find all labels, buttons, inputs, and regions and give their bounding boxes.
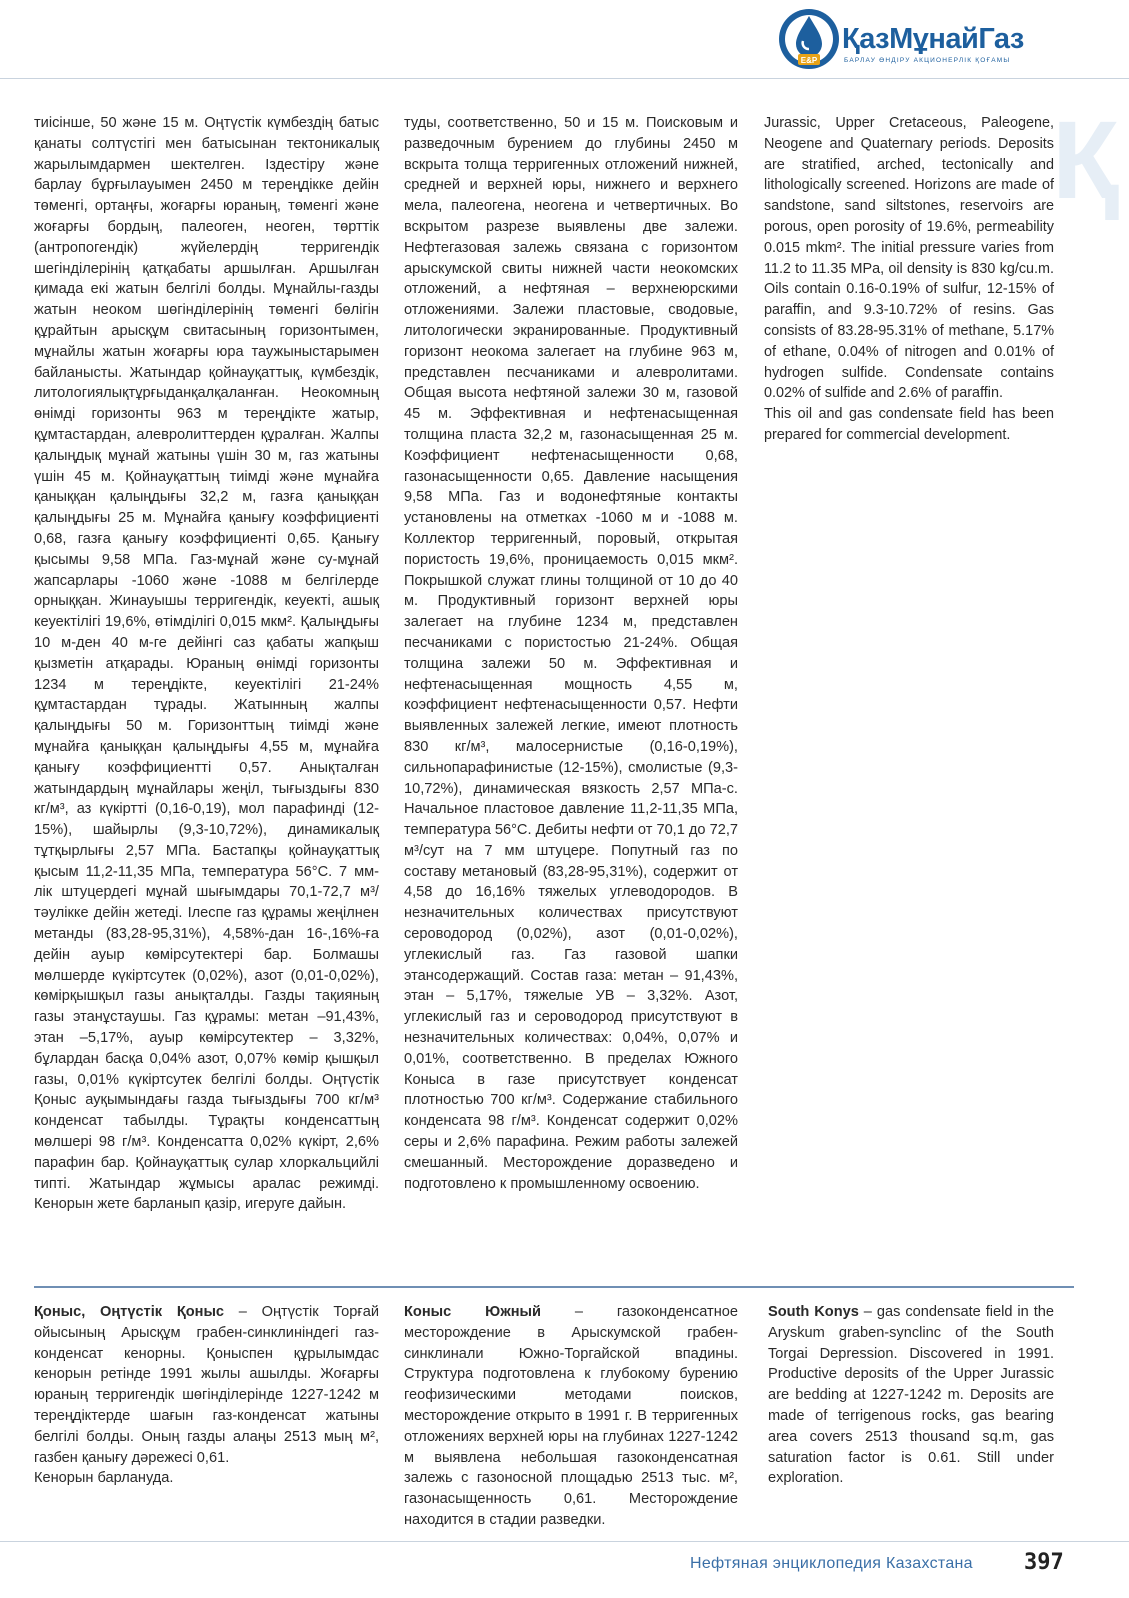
column-russian xyxy=(404,113,738,1194)
company-logo xyxy=(776,6,1076,78)
logo-name: ҚазМұнайГаз xyxy=(842,23,1024,55)
entry-term: Қоныс, Оңтүстік Қоныс xyxy=(34,1304,225,1320)
paragraph-english-2: This oil and gas condensate field has been prepared for commercial development. xyxy=(764,406,1054,443)
logo-badge: E&P xyxy=(800,56,818,65)
section-divider xyxy=(34,1286,1074,1288)
kmg-drop-icon xyxy=(776,6,842,72)
paragraph-russian: туды, соответственно, 50 и 15 м. Поисковым и разведочным бурением до глубины 2450 м вскрыта толща терригенных отложений нижней, средней и верхней юры, нижнего и верхнего мела, палеогена, неогена и четвертичных. Во вскрытом разрезе выявлены две залежи. Нефтегазовая залежь связана с горизонтом арыскумской свиты нижней части неокомских отложений, а нефтяная – верхнеюрскими отложениями. Залежи пластовые, сводовые, литологически экранированные. Продуктивный горизонт неокома залегает на глубине 963 м, представлен песчаниками и алевролитами. Общая высота нефтяной залежи 30 м, газовой 45 м. Эффективная и нефтенасыщенная толщина пласта 32,2 м, газонасыщенная 25 м. Коэффициент нефтенасыщенности 0,68, газонасыщенности 0,65. Давление насыщения 9,58 МПа. Газ и водонефтяные контакты установлены на отметках -1060 м и -1088 м. Коллектор терригенный, поровый, открытая пористость 19,6%, проницаемость 0,015 мкм². Покрышкой служат глины толщиной от 10 до 40 м. Продуктивный горизонт верхней юры залегает на глубине 1234 м, представлен песчаниками с пористостью 21-24%. Общая толщина залежи 50 м. Эффективная и нефтенасыщенная мощность 4,55 м, коэффициент нефтенасыщенности 0,57. Нефти выявленных залежей легкие, имеют плотность 830 кг/м³, малосернистые (0,16-0,19%), сильнопарафинистые (12-15%), смолистые (9,3-10,72%), динамическая вязкость 2,57 МПа-с. Начальное пластовое давление 11,2-11,35 МПа, температура 56°С. Дебиты нефти от 70,1 до 72,7 м³/сут на 7 мм штуцере. Попутный газ по составу метановый (83,28-95,31%), содержит от 4,58 до 16,16% тяжелых углеводородов. В незначительных количествах присутствуют сероводород (0,02%), азот (0,01-0,02%), углекислый газ. Газ газовой шапки этансодержащий. Состав газа: метан – 91,43%, этан – 5,17%, тяжелые УВ – 3,32%. Азот, углекислый газ и сероводород присутствуют в незначительных количествах: 0,04%, 0,07% и 0,01%, соответственно. В пределах Южного Коныса в газе присутствует конденсат плотностью 700 кг/м³. Содержание стабильного конденсата 98 г/м³. Конденсат содержит 0,02% серы и 2,6% парафина. Режим работы залежей смешанный. Месторождение доразведено и подготовлено к промышленному освоению. xyxy=(404,115,738,1192)
column-kazakh xyxy=(34,113,379,1215)
column-english xyxy=(764,113,1054,446)
paragraph-english-1: Jurassic, Upper Cretaceous, Paleogene, Neogene and Quaternary periods. Deposits are stratified, arched, tectonically and lithologically screened. Horizons are made of sandstone, sand siltstones, reservoirs are porous, open porosity of 19.6%, permeability 0.015 mkm². The initial pressure varies from 11.2 to 11.35 MPa, oil density is 830 kg/cu.m. Oils contain 0.16-0.19% of sulfur, 12-15% of paraffin, and 9.3-10.72% of resins. Gas consists of 83.28-95.31% of methane, 5.17% of ethane, 0.04% of nitrogen and 0.01% of hydrogen sulfide. Condensate contains 0.02% of sulfide and 2.6% of paraffin. xyxy=(764,115,1054,402)
entry-term: Коныс Южный xyxy=(404,1304,541,1320)
entry-text: – Оңтүстік Торғай ойысының Арысқұм грабен-синклиніндегі газ-конденсат кенорны. Қоныспен құрылымдас кенорын ретінде 1991 жылы ашылды. Жоғарғы юраның терригендік шөгінділерінде 1227-1242 м тереңдіктерде шағын газ-конденсат жатыны белгілі болды. Оның газды алаңы 2513 мың м², газбен қанығу дәрежесі 0,61. xyxy=(34,1304,379,1466)
paragraph-kazakh: тиісінше, 50 және 15 м. Оңтүстік күмбездің батыс қанаты солтүстігі мен батысынан тектоникалық жарылымдармен шектелген. Іздестіру және барлау бұрғылауымен 2450 м тереңдікке дейін төменгі, ортаңғы, жоғарғы юраның, төменгі және жоғарғы бордың, палеоген, неоген, төрттік (антропогендік) жүйелердің терригендік шегінділерінің қатқабаты аршылған. Аршылған қимада екі жатын белгілі болды. Мұнайлы-газды жатын неоком шөгінділерінің төменгі бөлігін құрайтын арысқұм свитасының горизонтымен, мұнайлы жатын жоғарғы юра таужыныстарымен байланысты. Жатындар қойнауқаттық, күмбездік, литологиялықтұрғыданқалқаланған. Неокомның өнімді горизонты 963 м тереңдікте жатыр, құмтастардан, алевролиттерден құралған. Жалпы қалыңдық мұнай жатыны үшін 30 м, газ жатыны үшін 45 м. Қойнауқаттың тиімді және мұнайға қаныққан қалыңдығы 32,2 м, газға қаныққан қалыңдығы 25 м. Мұнайға қанығу коэффициенті 0,68, газға қанығу коэффициенті 0,65. Қанығу қысымы 9,58 МПа. Газ-мұнай және су-мұнай жапсарлары -1060 және -1088 м белгілерде орныққан. Жинауышы терригендік, кеуекті, ашық кеуектілігі 19,6%, өтімділігі 0,015 мкм². Қалыңдығы 10 м-ден 40 м-ге дейінгі саз қабаты жапқыш қызметін атқарады. Юраның өнімді горизонты 1234 м тереңдікте, кеуектілігі 21-24% құмтастардан тұрады. Жатынның жалпы қалыңдығы 50 м. Горизонттың тиімді және мұнайға қаныққан қалыңдығы 4,55 м, мұнайға қанығу коэффициентті 0,57. Анықталған жатындардың мұнайлары жеңіл, тығыздығы 830 кг/м³, аз күкіртті (0,16-0,19), мол парафинді (12-15%), шайырлы (9,3-10,72%), динамикалық тұтқырлығы 2,57 МПа. Бастапқы қойнауқаттық қысым 11,2-11,35 МПа, температура 56°С. 7 мм-лік штуцердегі мұнай шығымдары 70,1-72,7 м³/тәулікке дейін жетеді. Ілеспе газ құрамы жеңілнен метанды (83,28-95,31%), 4,58%-дан 16-,16%-ға дейін ауыр көмірсутектері бар. Болмашы мөлшерде күкіртсутек (0,02%), азот (0,01-0,02%), көмірқышқыл газы анықталды. Газды тақияның газы этанұстаушы. Газ құрамы: метан –91,43%, этан –5,17%, ауыр көмірсутектер – 3,32%, бұлардан басқа 0,04% азот, 0,07% көмір қышқыл газы, 0,01% күкіртсутек белгілі болды. Оңтүстік Қоныс ауқымындағы газда тығыздығы 700 кг/м³ конденсат табылды. Тұрақты конденсаттың мөлшері 98 г/м³. Конденсатта 0,02% күкірт, 2,6% парафин бар. Қойнауқаттық сулар хлоркальцийлі типті. Жатындар жұмысы аралас режимді. Кенорын жете барланып қазір, игеруге дайын. xyxy=(34,115,379,1213)
watermark-letter: Қ xyxy=(1052,99,1120,222)
entry-term: South Konys xyxy=(768,1304,859,1320)
footer-rule xyxy=(0,1541,1129,1542)
entry-english xyxy=(768,1302,1054,1489)
footer-title: Нефтяная энциклопедия Казахстана xyxy=(690,1555,973,1572)
logo-tagline: БАРЛАУ ӨНДІРУ АКЦИОНЕРЛІК ҚОҒАМЫ xyxy=(844,57,1011,64)
entry-text: – gas condensate field in the Aryskum graben-synclinc of the South Torgai Depression. Discovered in 1991. Productive deposits of the Upper Jurassic are bedding at 1227-1242 m. Deposits are made of terrigenous rocks, gas bearing area covers 2513 thousand sq.m, gas saturation factor is 0.61. Still under exploration. xyxy=(768,1304,1054,1487)
entry-text-status: Кенорын барлануда. xyxy=(34,1470,174,1487)
header-rule xyxy=(0,78,1129,79)
entry-text: – газоконденсатное месторождение в Арыскумской грабен-синклинали Южно-Торгайской впадины. Структура подготовлена к глубокому бурению геофизическими методами поисков, месторождение открыто в 1991 г. В терригенных отложениях верхней юры на глубинах 1227-1242 м выявлена небольшая газоконденсатная залежь с газоносной площадью 2513 тыс. м², газонасыщенность 0,61. Месторождение находится в стадии разведки. xyxy=(404,1304,738,1528)
entry-russian xyxy=(404,1302,738,1531)
page-number: 397 xyxy=(1024,1550,1064,1575)
entry-kazakh xyxy=(34,1302,379,1489)
